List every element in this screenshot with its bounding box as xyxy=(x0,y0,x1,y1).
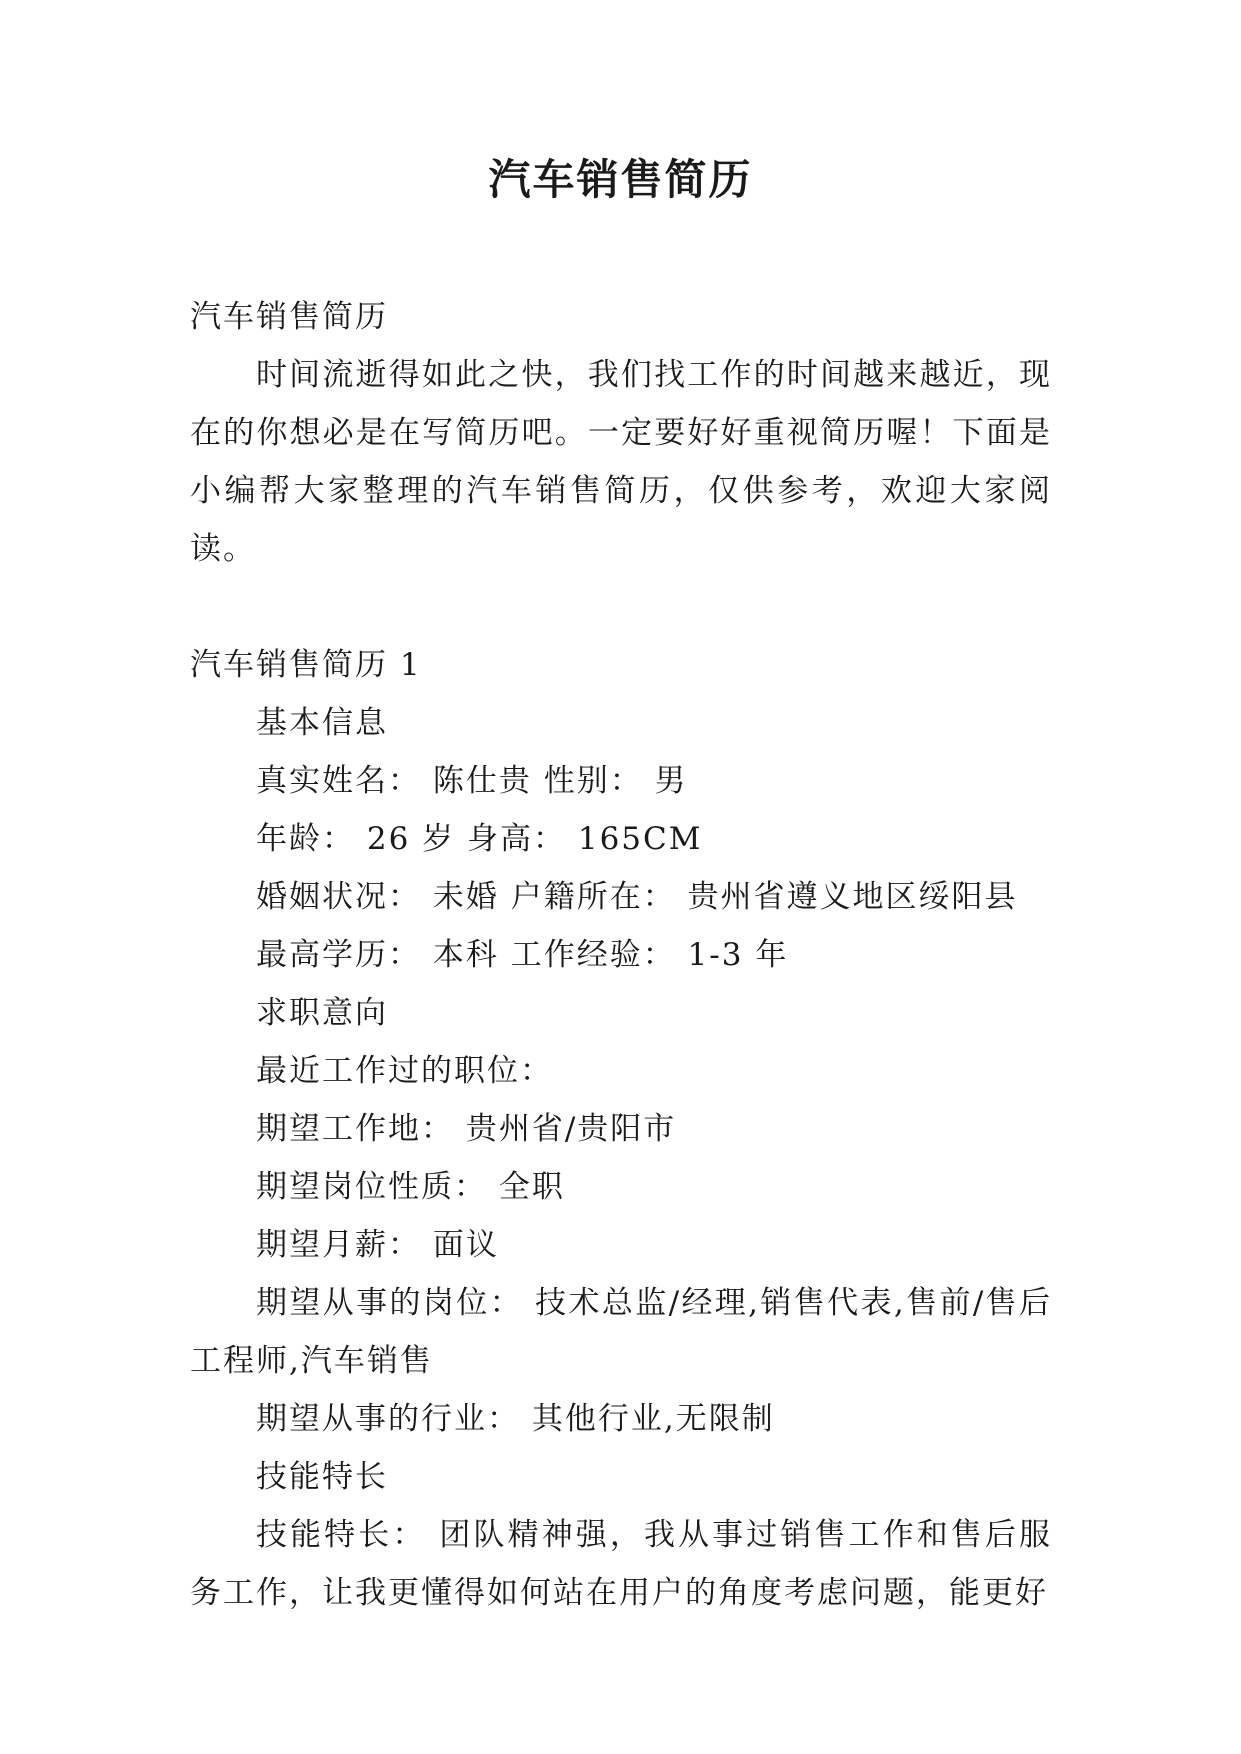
subsection-heading: 基本信息 xyxy=(256,705,388,741)
intro-paragraph: 时间流逝得如此之快，我们找工作的时间越来越近，现在的你想必是在写简历吧。一定要好好重视简历喔！下面是小编帮大家整理的汽车销售简历，仅供参考，欢迎大家阅读。 xyxy=(190,357,1052,567)
info-line: 最高学历： 本科 工作经验： 1-3 年 xyxy=(256,937,789,973)
skills-paragraph: 技能特长： 团队精神强，我从事过销售工作和售后服务工作，让我更懂得如何站在用户的角度考虑问题，能更好 xyxy=(190,1517,1052,1611)
subsection-heading: 技能特长 xyxy=(256,1459,388,1495)
info-line: 最近工作过的职位： xyxy=(256,1053,553,1089)
info-line: 真实姓名： 陈仕贵 性别： 男 xyxy=(256,763,688,799)
info-line: 婚姻状况： 未婚 户籍所在： 贵州省遵义地区绥阳县 xyxy=(256,879,1018,915)
info-line: 年龄： 26 岁 身高： 165CM xyxy=(256,821,703,857)
info-line: 期望从事的行业： 其他行业,无限制 xyxy=(256,1401,775,1437)
info-line: 期望从事的岗位： 技术总监/经理,销售代表,售前/售后工程师,汽车销售 xyxy=(190,1285,1052,1379)
section-heading: 汽车销售简历 1 xyxy=(190,647,422,683)
subsection-heading: 求职意向 xyxy=(256,995,388,1031)
info-line: 期望工作地： 贵州省/贵阳市 xyxy=(256,1111,677,1147)
info-line: 期望岗位性质： 全职 xyxy=(256,1169,565,1205)
document-title: 汽车销售简历 xyxy=(488,155,753,204)
info-line: 期望月薪： 面议 xyxy=(256,1227,499,1263)
section-heading: 汽车销售简历 xyxy=(190,299,388,335)
document-body xyxy=(190,288,1052,1622)
